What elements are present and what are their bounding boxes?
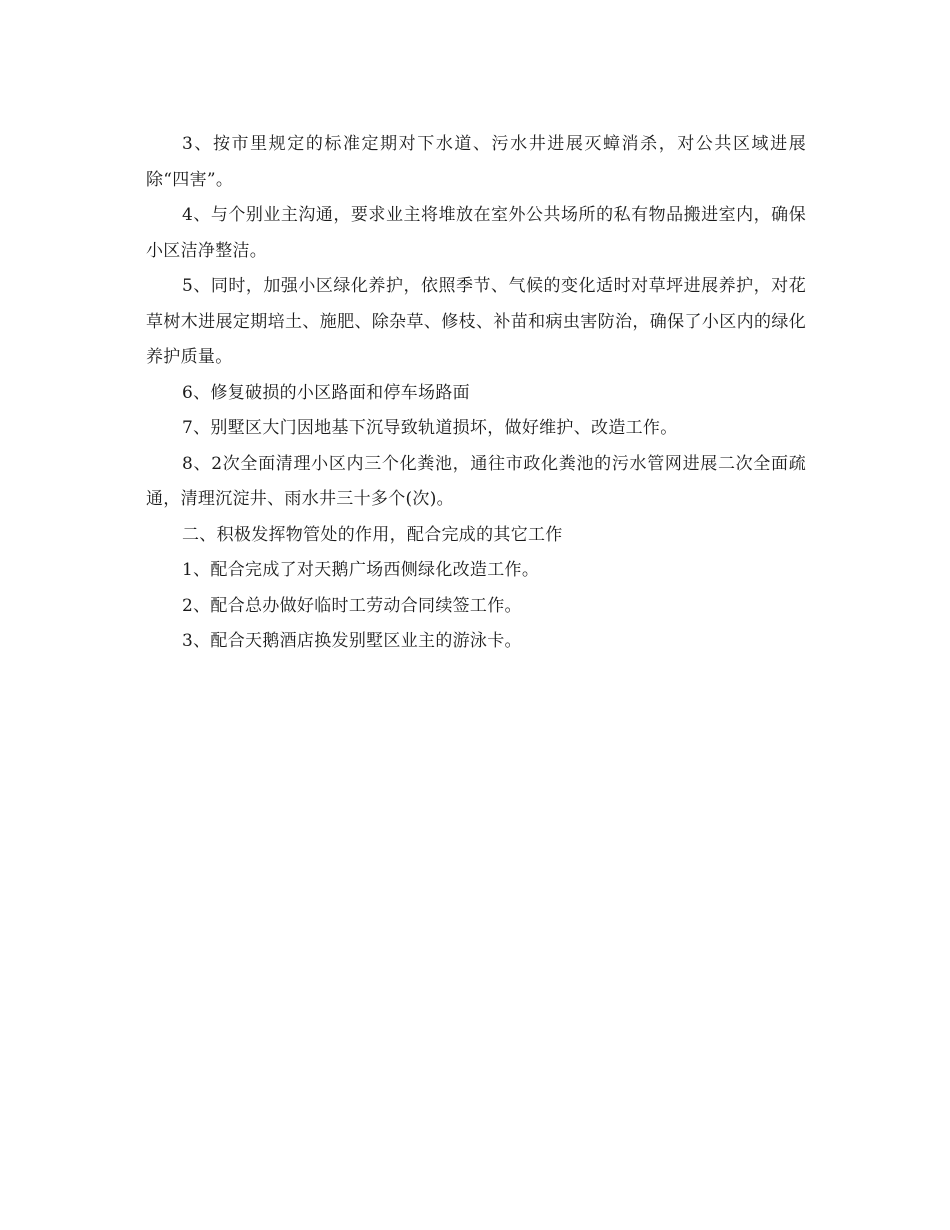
paragraph-item-7-gate-repair: 7、别墅区大门因地基下沉导致轨道损坏，做好维护、改造工作。: [182, 418, 678, 438]
paragraph-item-5-greening: 5、同时，加强小区绿化养护，依照季节、气候的变化适时对草坪进展养护，对花草树木进展定期培土、施肥、除杂草、修枝、补苗和病虫害防治，确保了小区内的绿化养护质量。: [146, 276, 806, 367]
section-heading-cooperation: 二、积极发挥物管处的作用，配合完成的其它工作: [182, 524, 563, 545]
paragraph-item-6-road-repair: 6、修复破损的小区路面和停车场路面: [182, 382, 470, 403]
paragraph-item-3-pest-control: 3、按市里规定的标准定期对下水道、污水井进展灭蟑消杀，对公共区域进展除“四害”。: [146, 134, 806, 190]
paragraph-item-2-labor-contract: 2、配合总办做好临时工劳动合同续签工作。: [182, 595, 522, 616]
paragraph-item-8-septic-cleaning: 8、2次全面清理小区内三个化粪池，通往市政化粪池的污水管网进展二次全面疏通，清理沉淀井、雨水井三十多个(次)。: [146, 453, 806, 509]
paragraph-item-1-swan-square: 1、配合完成了对天鹅广场西侧绿化改造工作。: [182, 560, 540, 580]
paragraph-item-3-swim-card: 3、配合天鹅酒店换发别墅区业主的游泳卡。: [182, 631, 522, 651]
document-body: [146, 127, 806, 660]
paragraph-item-4-owner-communication: 4、与个别业主沟通，要求业主将堆放在室外公共场所的私有物品搬进室内，确保小区洁净整洁。: [146, 205, 806, 261]
